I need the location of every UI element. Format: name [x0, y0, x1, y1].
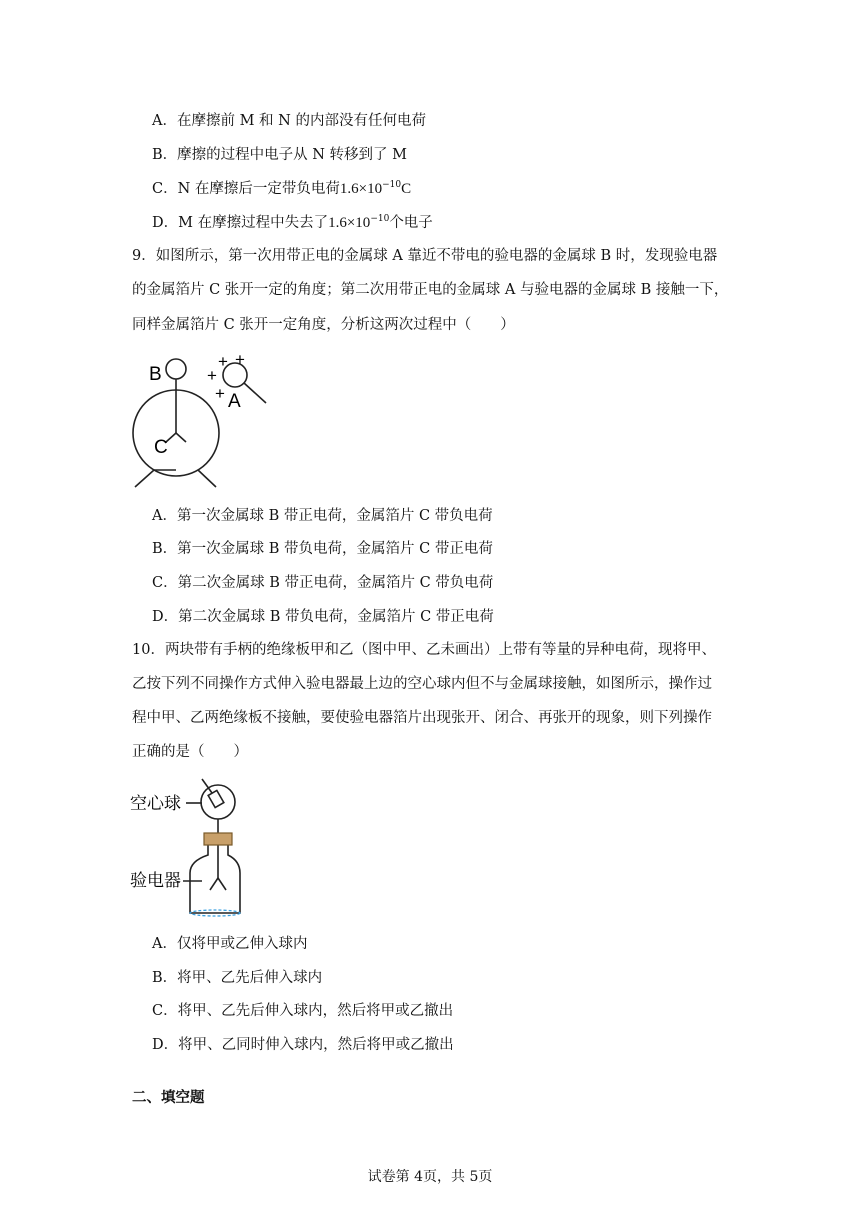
- page-footer: 试卷第 4页，共 5页: [367, 1169, 493, 1185]
- q8-option-a: A．在摩擦前 M 和 N 的内部没有任何电荷: [152, 113, 426, 129]
- q10-electroscope-figure: [128, 773, 268, 923]
- q8-option-c: [152, 179, 411, 199]
- q8-option-d-number: 1.6×10: [328, 215, 371, 231]
- q10-stem-line-4: 正确的是（ ）: [132, 744, 248, 760]
- q9-option-c: C．第二次金属球 B 带正电荷，金属箔片 C 带负电荷: [152, 575, 494, 591]
- q9-option-b: B．第一次金属球 B 带负电荷，金属箔片 C 带正电荷: [152, 541, 493, 557]
- q8-option-d-suffix: 个电子: [389, 215, 433, 231]
- plus-sign: +: [207, 366, 217, 385]
- q8-option-d-exponent: −10: [370, 214, 390, 224]
- q9-stem-line-2: 的金属箔片 C 张开一定的角度；第二次用带正电的金属球 A 与验电器的金属球 B 接触一下，: [132, 282, 729, 298]
- q9-option-a: A．第一次金属球 B 带正电荷，金属箔片 C 带负电荷: [152, 508, 493, 524]
- q8-option-c-exponent: −10: [382, 180, 402, 190]
- q10-stem-line-3: 程中甲、乙两绝缘板不接触，要使验电器箔片出现张开、闭合、再张开的现象，则下列操作: [132, 710, 712, 726]
- q10-option-c: C．将甲、乙先后伸入球内，然后将甲或乙撤出: [152, 1003, 454, 1019]
- q8-option-c-number: 1.6×10: [339, 181, 383, 197]
- label-c: C: [154, 437, 168, 458]
- q8-option-d: [152, 213, 433, 233]
- plus-sign: +: [235, 350, 245, 369]
- q9-electroscope-figure: [132, 345, 272, 495]
- label-hollow-ball: 空心球: [130, 794, 181, 813]
- q9-option-d: D．第二次金属球 B 带负电荷，金属箔片 C 带正电荷: [152, 609, 494, 625]
- q10-stem-line-2: 乙按下列不同操作方式伸入验电器最上边的空心球内但不与金属球接触，如图所示，操作过: [132, 676, 712, 692]
- q10-stem-line-1: 10．两块带有手柄的绝缘板甲和乙（图中甲、乙未画出）上带有等量的异种电荷，现将甲、: [132, 642, 716, 658]
- q10-option-b: B．将甲、乙先后伸入球内: [152, 970, 323, 986]
- label-b: B: [149, 364, 162, 385]
- q10-option-a: A．仅将甲或乙伸入球内: [152, 936, 308, 952]
- q8-option-b: B．摩擦的过程中电子从 N 转移到了 M: [152, 147, 408, 163]
- section-title-fill-in: 二、填空题: [132, 1090, 205, 1106]
- q9-stem-line-3: 同样金属箔片 C 张开一定角度，分析这两次过程中（ ）: [132, 317, 515, 333]
- q8-option-d-text: D．M 在摩擦过程中失去了: [152, 215, 329, 231]
- q9-stem-line-1: 9．如图所示，第一次用带正电的金属球 A 靠近不带电的验电器的金属球 B 时，发现验电器: [132, 248, 718, 264]
- plus-sign: +: [215, 384, 225, 403]
- label-electroscope: 验电器: [130, 871, 181, 890]
- label-a: A: [228, 391, 241, 412]
- q10-option-d: D．将甲、乙同时伸入球内，然后将甲或乙撤出: [152, 1037, 454, 1053]
- q8-option-c-unit: C: [401, 181, 412, 197]
- q8-option-c-text: C．N 在摩擦后一定带负电荷: [152, 181, 340, 197]
- plus-sign: +: [218, 352, 228, 371]
